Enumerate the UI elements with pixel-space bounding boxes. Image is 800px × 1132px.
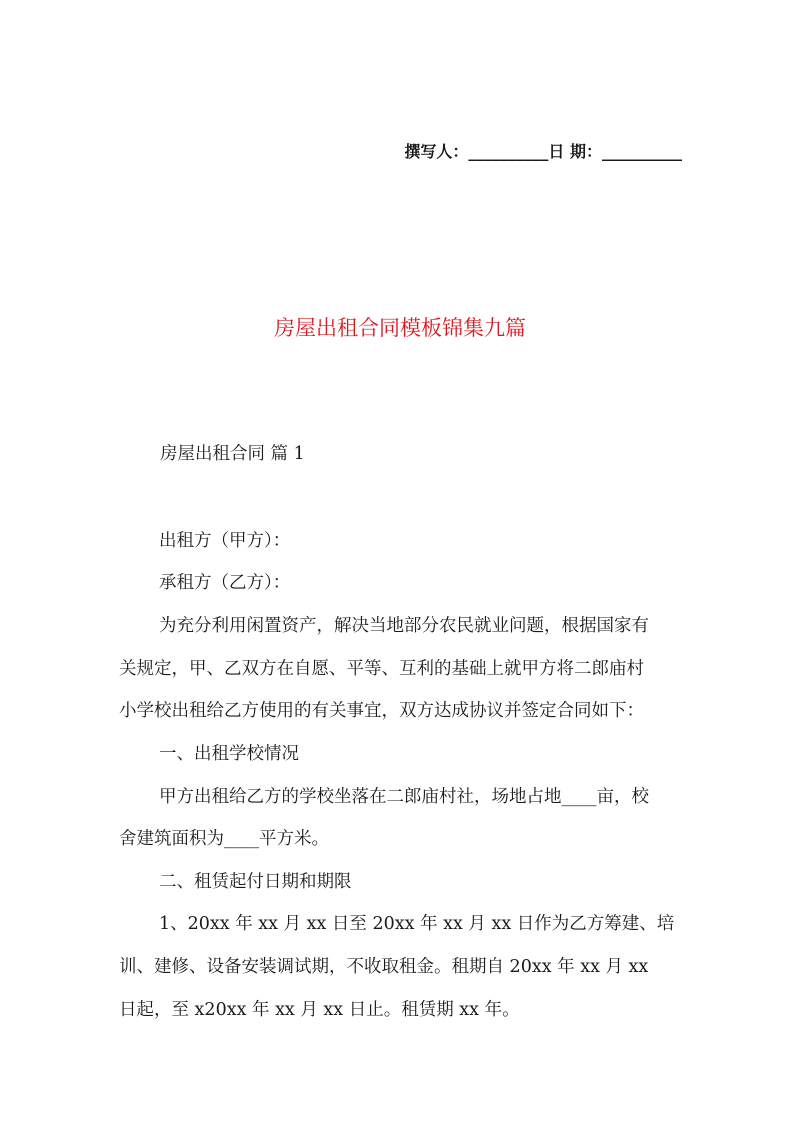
- document-title: 房屋出租合同模板锦集九篇: [274, 316, 526, 340]
- paragraph-line: 二、租赁起付日期和期限: [159, 872, 352, 892]
- paragraph-line: 关规定，甲、乙双方在自愿、平等、互利的基础上就甲方将二郎庙村: [119, 659, 644, 679]
- section-heading: 房屋出租合同 篇 1: [160, 444, 305, 464]
- date-blank: __________: [602, 142, 682, 161]
- paragraph-line: 舍建筑面积为____平方米。: [119, 829, 329, 849]
- paragraph-line: 1、20xx 年 xx 月 xx 日至 20xx 年 xx 月 xx 日作为乙方筹建、培: [159, 914, 675, 934]
- paragraph-line: 一、出租学校情况: [159, 744, 299, 764]
- paragraph-line: 出租方（甲方）：: [159, 531, 291, 551]
- date-label: 日 期：: [548, 142, 602, 161]
- author-blank: __________: [468, 142, 549, 161]
- paragraph-line: 训、建修、设备安装调试期，不收取租金。租期自 20xx 年 xx 月 xx: [119, 957, 649, 977]
- paragraph-line: 小学校出租给乙方使用的有关事宜，双方达成协议并签定合同如下：: [119, 701, 644, 721]
- paragraph-line: 承租方（乙方）：: [159, 573, 291, 593]
- author-label: 撰写人：: [404, 142, 469, 161]
- paragraph-line: 甲方出租给乙方的学校坐落在二郎庙村社，场地占地____亩，校: [159, 787, 649, 807]
- paragraph-line: 日起，至 x20xx 年 xx 月 xx 日止。租赁期 xx 年。: [119, 1000, 520, 1020]
- author-date-line: [404, 139, 682, 162]
- paragraph-line: 为充分利用闲置资产，解决当地部分农民就业问题，根据国家有: [159, 616, 649, 636]
